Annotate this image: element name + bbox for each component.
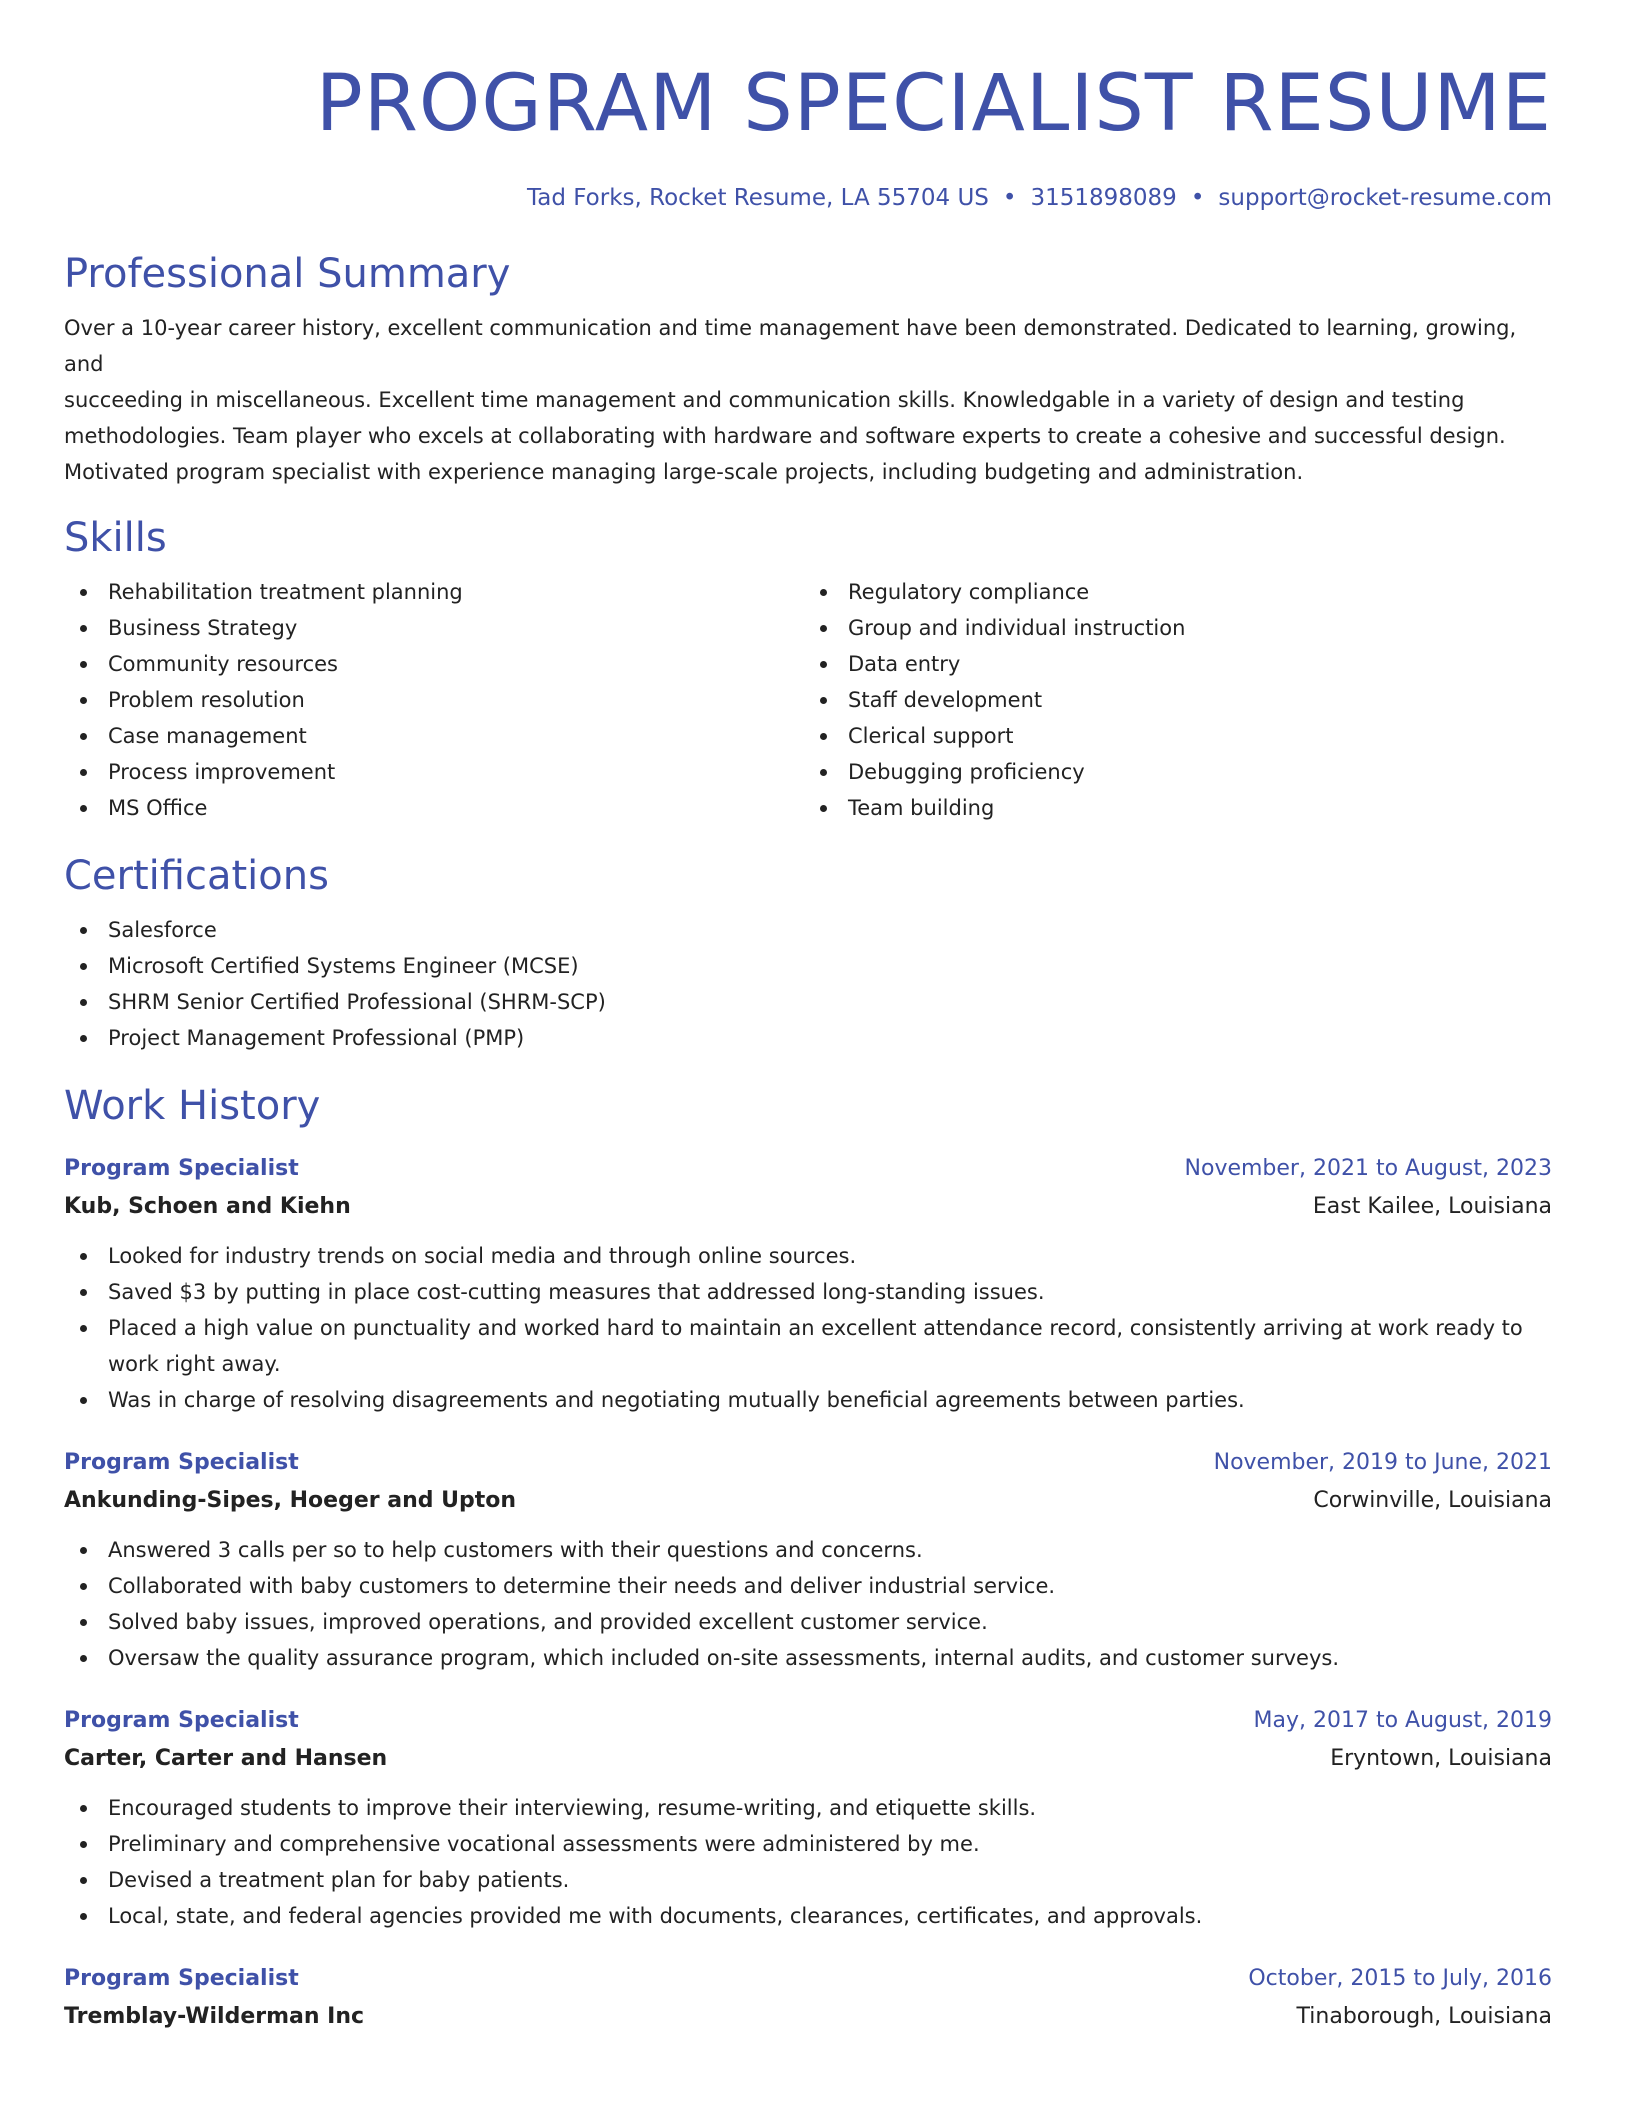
resume-title: PROGRAM SPECIALIST RESUME — [315, 59, 1552, 149]
skill-item: Team building — [804, 790, 1544, 826]
certification-item: Project Management Professional (PMP) — [64, 1020, 1552, 1056]
job-dates: November, 2021 to August, 2023 — [1184, 1156, 1552, 1181]
skills-grid — [64, 574, 1552, 826]
job-bullet: Collaborated with baby customers to determine their needs and deliver industrial service. — [64, 1568, 1552, 1604]
job-bullet: Saved $3 by putting in place cost-cutting measures that addressed long-standing issues. — [64, 1274, 1552, 1310]
skill-item: Business Strategy — [64, 610, 804, 646]
skill-item: Group and individual instruction — [804, 610, 1544, 646]
summary-heading: Professional Summary — [64, 251, 511, 297]
job-company-row — [64, 1188, 1552, 1226]
skills-list-left — [64, 574, 804, 826]
contact-separator: • — [1002, 185, 1017, 211]
job-entry — [64, 1960, 1552, 2036]
job-entry — [64, 1702, 1552, 1934]
job-bullet-list — [64, 1238, 1552, 1418]
skill-item: Data entry — [804, 646, 1544, 682]
job-location: Tinaborough, Louisiana — [1296, 2004, 1552, 2029]
job-bullet: Encouraged students to improve their interviewing, resume-writing, and etiquette skills. — [64, 1790, 1552, 1826]
summary-text — [64, 310, 1552, 490]
skills-heading: Skills — [64, 515, 167, 561]
job-location: Corwinville, Louisiana — [1313, 1488, 1552, 1513]
job-company: Ankunding-Sipes, Hoeger and Upton — [64, 1488, 517, 1513]
summary-line: methodologies. Team player who excels at collaborating with hardware and software experts to create a cohesive and successful design. — [64, 424, 1506, 448]
job-bullet: Oversaw the quality assurance program, which included on-site assessments, internal audits, and customer surveys. — [64, 1640, 1552, 1676]
skill-item: Staff development — [804, 682, 1544, 718]
job-header-row — [64, 1960, 1552, 1998]
job-bullet-list — [64, 1790, 1552, 1934]
contact-separator: • — [1190, 185, 1205, 211]
job-dates: November, 2019 to June, 2021 — [1213, 1450, 1552, 1475]
skill-item: Debugging proficiency — [804, 754, 1544, 790]
contact-line — [64, 182, 1552, 214]
job-title: Program Specialist — [64, 1156, 299, 1181]
job-company: Carter, Carter and Hansen — [64, 1746, 388, 1771]
job-company-row — [64, 1740, 1552, 1778]
skills-section — [64, 512, 1552, 826]
summary-section — [64, 248, 1552, 490]
job-entry — [64, 1444, 1552, 1676]
summary-line: Over a 10-year career history, excellent communication and time management have been demonstrated. Dedicated to learning, growing, and — [64, 316, 1517, 376]
job-location: East Kailee, Louisiana — [1312, 1194, 1552, 1219]
job-bullet: Local, state, and federal agencies provided me with documents, clearances, certificates, and approvals. — [64, 1898, 1552, 1934]
certifications-list — [64, 912, 1552, 1056]
contact-email[interactable]: support@rocket-resume.com — [1218, 185, 1552, 211]
job-company: Kub, Schoen and Kiehn — [64, 1194, 351, 1219]
job-dates: October, 2015 to July, 2016 — [1248, 1966, 1552, 1991]
skill-item: Clerical support — [804, 718, 1544, 754]
job-title: Program Specialist — [64, 1708, 299, 1733]
skill-item: MS Office — [64, 790, 804, 826]
job-bullet: Looked for industry trends on social media and through online sources. — [64, 1238, 1552, 1274]
job-title: Program Specialist — [64, 1966, 299, 1991]
certification-item: SHRM Senior Certified Professional (SHRM-SCP) — [64, 984, 1552, 1020]
job-bullet: Answered 3 calls per so to help customers with their questions and concerns. — [64, 1532, 1552, 1568]
summary-line: succeeding in miscellaneous. Excellent time management and communication skills. Knowledgable in a variety of design and testing — [64, 388, 1465, 412]
job-bullet-list — [64, 1532, 1552, 1676]
job-company-row — [64, 1482, 1552, 1520]
job-bullet: Solved baby issues, improved operations, and provided excellent customer service. — [64, 1604, 1552, 1640]
skill-item: Regulatory compliance — [804, 574, 1544, 610]
job-bullet: Placed a high value on punctuality and worked hard to maintain an excellent attendance record, consistently arriving at work ready to work right away. — [64, 1310, 1552, 1382]
skill-item: Rehabilitation treatment planning — [64, 574, 804, 610]
job-header-row — [64, 1150, 1552, 1188]
contact-phone: 3151898089 — [1030, 185, 1177, 211]
job-dates: May, 2017 to August, 2019 — [1253, 1708, 1552, 1733]
job-company: Tremblay-Wilderman Inc — [64, 2004, 365, 2029]
skills-list-right — [804, 574, 1544, 826]
work-history-section — [64, 1080, 1552, 2036]
summary-line: Motivated program specialist with experience managing large-scale projects, including budgeting and administration. — [64, 460, 1304, 484]
certification-item: Microsoft Certified Systems Engineer (MCSE) — [64, 948, 1552, 984]
contact-address: Tad Forks, Rocket Resume, LA 55704 US — [527, 185, 989, 211]
job-header-row — [64, 1444, 1552, 1482]
work-history-heading: Work History — [64, 1083, 321, 1129]
certifications-section — [64, 850, 1552, 1056]
certification-item: Salesforce — [64, 912, 1552, 948]
skill-item: Problem resolution — [64, 682, 804, 718]
skill-item: Process improvement — [64, 754, 804, 790]
job-bullet: Devised a treatment plan for baby patients. — [64, 1862, 1552, 1898]
job-bullet: Preliminary and comprehensive vocational assessments were administered by me. — [64, 1826, 1552, 1862]
skill-item: Case management — [64, 718, 804, 754]
job-location: Eryntown, Louisiana — [1330, 1746, 1552, 1771]
job-company-row — [64, 1998, 1552, 2036]
skill-item: Community resources — [64, 646, 804, 682]
job-entry — [64, 1150, 1552, 1418]
certifications-heading: Certifications — [64, 853, 329, 899]
job-header-row — [64, 1702, 1552, 1740]
job-title: Program Specialist — [64, 1450, 299, 1475]
job-bullet: Was in charge of resolving disagreements and negotiating mutually beneficial agreements between parties. — [64, 1382, 1552, 1418]
